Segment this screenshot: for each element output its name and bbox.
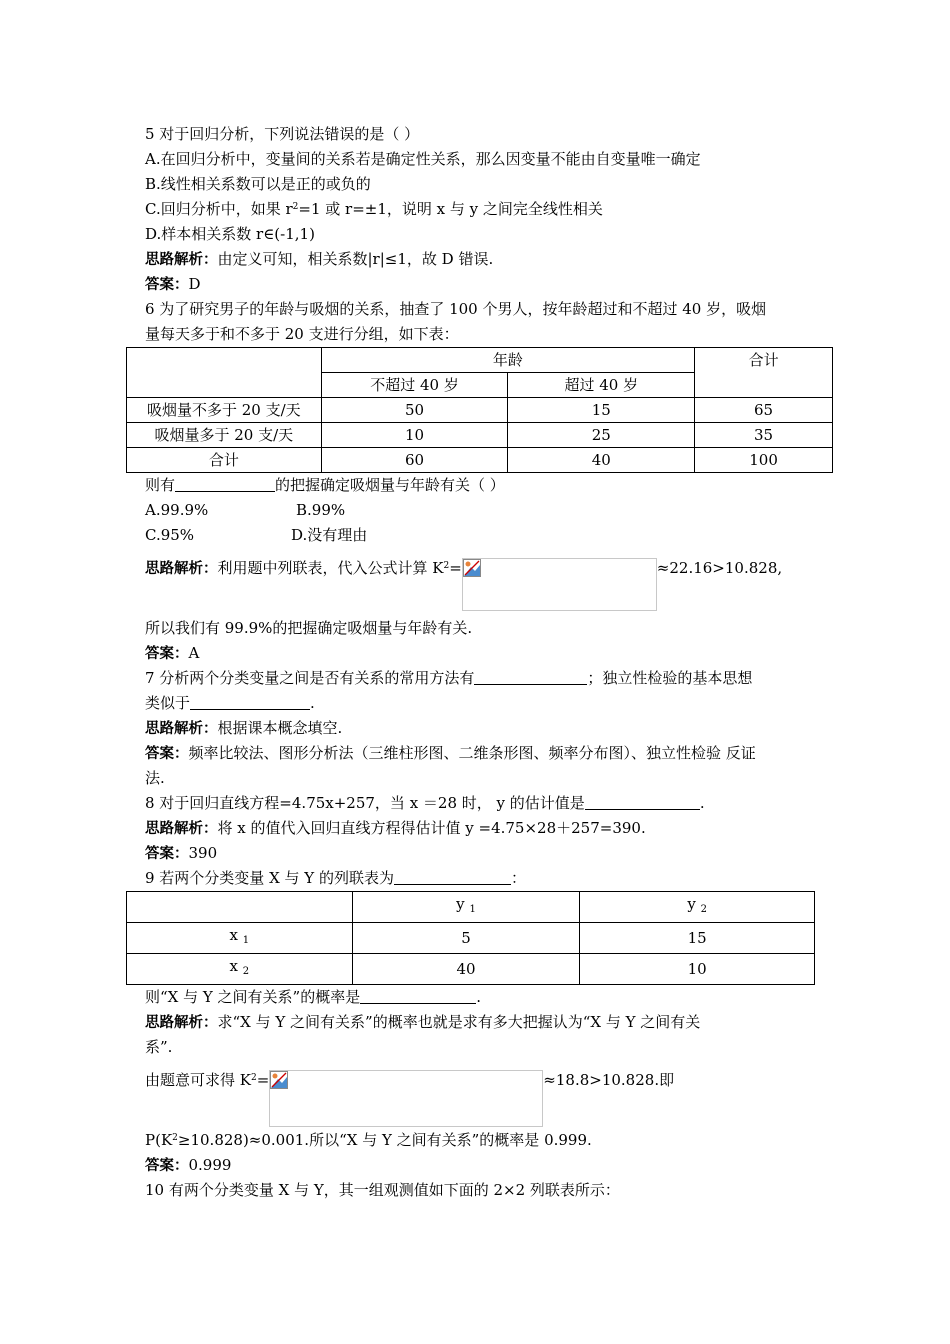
q8-stem: 8 对于回归直线方程=4.75x+257，当 x ＝28 时， y 的估计值是 .: [145, 794, 705, 812]
q6-stem-1: 6 为了研究男子的年龄与吸烟的关系，抽查了 100 个男人，按年龄超过和不超过 40 岁，吸烟: [145, 300, 767, 318]
table-cell: 10: [580, 954, 815, 985]
q9-question: 则“X 与 Y 之间有关系”的概率是 .: [145, 988, 482, 1006]
table-row: [127, 448, 833, 473]
q9-table-corner: [127, 892, 353, 923]
q6-question: 则有 的把握确定吸烟量与年龄有关（ ）: [145, 476, 505, 494]
answer-blank: [175, 476, 275, 492]
q6-options-cd: C.95% D.没有理由: [145, 526, 368, 544]
q5-option-c: C.回归分析中，如果 $r^2=1$ 或 r=±1，说明 x 与 y 之间完全线性相关: [145, 200, 603, 218]
q9-contingency-table: [126, 891, 815, 985]
answer-blank: [474, 669, 587, 685]
q6-answer: 答案：A: [145, 644, 200, 662]
q6-table-col-gt40: 超过 40 岁: [508, 373, 695, 398]
q9-analysis-3: 由题意可求得 $K^2=$ ≈18.8>10.828.即: [145, 1068, 820, 1128]
q6-table-col-le40: 不超过 40 岁: [321, 373, 508, 398]
formula-image: [269, 1070, 543, 1127]
table-cell: 100: [695, 448, 833, 473]
formula-image: [462, 558, 657, 611]
table-cell: x $_1$: [127, 923, 353, 954]
q9-table-col-y2: y $_2$: [580, 892, 815, 923]
table-cell: 60: [321, 448, 508, 473]
table-row: [127, 423, 833, 448]
answer-blank: [190, 694, 310, 710]
q5-analysis: 思路解析：由定义可知，相关系数|r|≤1，故 D 错误.: [145, 250, 494, 268]
q6-table-age-header: 年龄: [321, 348, 694, 373]
table-cell: 65: [695, 398, 833, 423]
table-cell: 合计: [127, 448, 322, 473]
q6-table-total-header: 合计: [695, 348, 833, 398]
q6-stem-2: 量每天多于和不多于 20 支进行分组，如下表：: [145, 325, 459, 343]
document-page: [145, 122, 820, 1203]
q5-option-b: B.线性相关系数可以是正的或负的: [145, 175, 371, 193]
broken-image-icon: [270, 1071, 288, 1089]
q6-analysis-2: 所以我们有 99.9%的把握确定吸烟量与年龄有关.: [145, 619, 473, 637]
q6-contingency-table: [126, 347, 833, 473]
table-cell: 10: [321, 423, 508, 448]
q7-analysis: 思路解析：根据课本概念填空.: [145, 719, 343, 737]
table-cell: 35: [695, 423, 833, 448]
q6-analysis: 思路解析：利用题中列联表，代入公式计算 $K^2=$ ≈22.16>10.828,: [145, 556, 820, 616]
q7-stem-1: 7 分析两个分类变量之间是否有关系的常用方法有 ；独立性检验的基本思想: [145, 669, 753, 687]
q9-answer: 答案：0.999: [145, 1156, 232, 1174]
q8-answer: 答案：390: [145, 844, 218, 862]
q8-analysis: 思路解析：将 x 的值代入回归直线方程得估计值 y =4.75×28＋257=390.: [145, 819, 646, 837]
table-cell: 50: [321, 398, 508, 423]
q6-table-corner: [127, 348, 322, 398]
q7-answer-1: 答案：频率比较法、图形分析法（三维柱形图、二维条形图、频率分布图）、独立性检验 反证: [145, 744, 756, 762]
table-cell: 吸烟量多于 20 支/天: [127, 423, 322, 448]
q7-stem-2: 类似于 .: [145, 694, 315, 712]
table-cell: x $_2$: [127, 954, 353, 985]
table-cell: 5: [352, 923, 580, 954]
broken-image-icon: [463, 559, 481, 577]
table-cell: 25: [508, 423, 695, 448]
table-cell: 40: [352, 954, 580, 985]
table-row: [127, 398, 833, 423]
table-cell: 吸烟量不多于 20 支/天: [127, 398, 322, 423]
q5-option-d: D.样本相关系数 r∈(-1,1): [145, 225, 315, 243]
q5-answer: 答案：D: [145, 275, 201, 293]
q5-stem: 5 对于回归分析，下列说法错误的是（ ）: [145, 125, 420, 143]
q9-analysis-2: 系”.: [145, 1038, 173, 1056]
q9-stem: 9 若两个分类变量 X 与 Y 的列联表为 ：: [145, 869, 526, 887]
answer-blank: [585, 794, 700, 810]
q9-table-col-y1: y $_1$: [352, 892, 580, 923]
q9-analysis-4: $P(K^2\ge 10.828)\approx 0.001$.所以“X 与 Y 之间有关系”的概率是 0.999.: [145, 1131, 592, 1149]
q7-answer-2: 法.: [145, 769, 165, 787]
q9-analysis-1: 思路解析：求“X 与 Y 之间有关系”的概率也就是求有多大把握认为“X 与 Y 之间有关: [145, 1013, 701, 1031]
answer-blank: [394, 869, 511, 885]
table-cell: 15: [580, 923, 815, 954]
q10-stem: 10 有两个分类变量 X 与 Y，其一组观测值如下面的 2×2 列联表所示：: [145, 1181, 620, 1199]
table-row: [127, 954, 815, 985]
table-cell: 40: [508, 448, 695, 473]
table-row: [127, 923, 815, 954]
table-cell: 15: [508, 398, 695, 423]
answer-blank: [360, 988, 476, 1004]
q5-option-a: A.在回归分析中，变量间的关系若是确定性关系，那么因变量不能由自变量唯一确定: [145, 150, 701, 168]
q6-options-ab: A.99.9% B.99%: [145, 501, 346, 519]
